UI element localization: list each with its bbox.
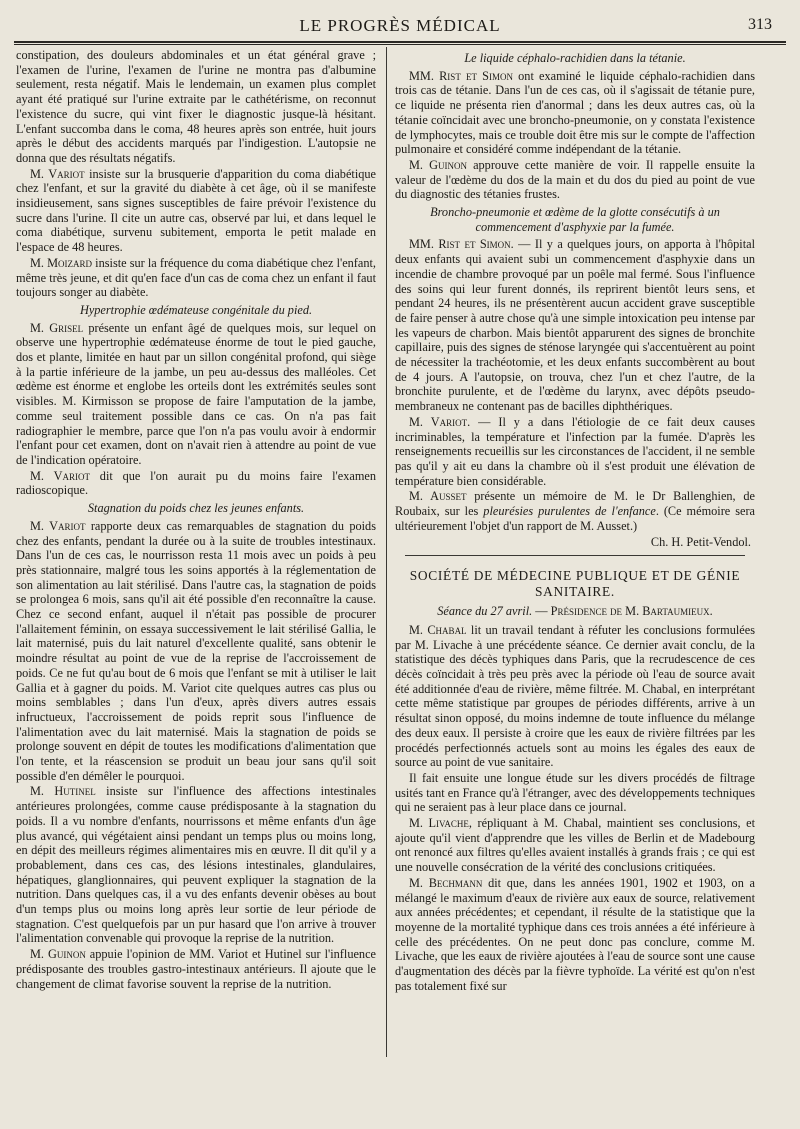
paragraph-text: présente un enfant âgé de quelques mois, sur lequel on observe une hypertrophie œdémateuse énorme de tout le pied gauche, dos et plante, limitée en haut par un sillon congénital profond, qui siège à la partie inférieure de la jambe, un peu au-dessus des malléoles. Cet œdème est énorme et englobe les orteils dont les extrémités seules sont visibles. M. Kirmisson se propose de faire l'amputation de la jambe, comme seul traitement possible dans ce cas. On n'a pas fait radiographier le membre, parce que l'on n'a pas voulu avoir à endormir l'enfant pour cet examen, dont on n'avait rien à attendre au point de vue de l'indication opératoire. <box>16 320 376 467</box>
paragraph <box>16 519 376 784</box>
session-date: Séance du 27 avril. <box>437 604 533 619</box>
paragraph-text: — Il y a dans l'étiologie de ce fait deux causes incriminables, la température et l'infection par la fumée. D'après les renseignements recueillis sur les circonstances de l'accident, il ne semble pas qu'il y ait eu dans la chambre où il s'est produit une élévation de température bien considérable. <box>395 414 756 488</box>
paragraph: Il fait ensuite une longue étude sur les divers procédés de filtrage usités tant en France qu'à l'étranger, avec des développements techniques qui ne seraient pas à leur place dans ce journal. <box>395 770 755 815</box>
right-column <box>395 48 755 994</box>
paragraph <box>16 947 376 991</box>
header-rule <box>14 41 786 45</box>
paragraph-text: présente un mémoire de M. le Dr Ballenghien, de Roubaix, sur les <box>395 489 756 519</box>
speaker-name: M. Chabal <box>409 622 467 637</box>
signature: Ch. H. Petit-Vendol. <box>650 534 751 549</box>
speaker-name: M. Ausset <box>409 489 467 504</box>
paragraph: constipation, des douleurs abdominales et un état général grave ; l'examen de l'urine, l'examen de l'urine ne montra pas d'albumine seulement, resta négatif. Mais le lendemain, un examen plus complet ayant été pratiqué sur l'urine extraite par le cathétérisme, on reconnut l'existence du sucre, qui vint fixer le diagnostic jusque-là hésitant. L'enfant succomba dans le coma, 48 heures après son entrée, huit jours après le début des accidents marqués par l'indigestion. L'autopsie ne donna que des résultats négatifs. <box>16 48 376 165</box>
section-title: SOCIÉTÉ DE MÉDECINE PUBLIQUE ET DE GÉNIE SANITAIRE. <box>409 568 741 600</box>
subsection-heading: Stagnation du poids chez les jeunes enfants. <box>87 501 305 516</box>
page-number: 313 <box>748 16 772 33</box>
paragraph-text: . (Ce mémoire sera ultérieurement l'objet d'un rapport de M. Ausset.) <box>395 504 755 533</box>
subsection-heading: Le liquide céphalo-rachidien dans la tétanie. <box>464 51 686 65</box>
paragraph <box>16 167 376 255</box>
paragraph-text: dit que, dans les années 1901, 1902 et 1903, on a mélangé le maximum d'eaux de rivière aux eaux de source, relativement aux années précédentes; et cependant, il résulte de la statistique que la moyenne de la mortalité typhique dans ces trois années a été inférieure à celle des précédentes. On ne peut donc pas conclure, comme M. Livache, que les eaux de rivière ajoutées à l'eau de source sont une cause d'augmentation des décès par la fièvre typhoïde. La vérité est qu'on n'est pas totalement fixé sur <box>395 875 755 993</box>
speaker-name: M. Guinon <box>409 157 467 172</box>
speaker-name: M. Variot <box>30 468 90 483</box>
speaker-name: M. Bechmann <box>409 875 483 890</box>
paragraph <box>395 415 755 489</box>
speaker-name: MM. Rist et Simon. <box>409 237 514 252</box>
paragraph-text: ont examiné le liquide céphalo-rachidien dans trois cas de tétanie. Dans l'un de ces cas, où il s'agissait de tétanie pure, ce liquide ne présenta rien d'anormal ; dans les deux autres cas, où la tétanie coïncidait avec une broncho-pneumonie, on y constata l'existence de lymphocytes, mais ce trouble doit être mis sur le compte de l'affection pulmonaire et considéré comme indépendant de la tétanie. <box>395 68 755 157</box>
speaker-name: M. Variot <box>30 166 85 181</box>
paragraph <box>395 489 755 533</box>
paragraph-text: — Il y a quelques jours, on apporta à l'hôpital deux enfants qui avaient subi un commencement d'asphyxie dans un incendie de chambre provoqué par un poêle mal fermé. Sous l'influence des soins qui leur furent donnés, ils reprirent bientôt leurs sens, et pendant 24 heures, ils ne présentèrent aucun accident grave susceptible de faire penser à autre chose qu'à une simple intoxication peu intense par les vapeurs de charbon. Mais bientôt apparurent des signes de bronchite capillaire, puis des signes de sténose laryngée qui s'accentuèrent au point de nécessiter la trachéotomie, et les deux enfants succombèrent au bout de 4 jours. A l'autopsie, on trouva, chez l'un et chez l'autre, de la bronchite purulente, et de l'œdème du larynx, avec dépôts pseudo-membraneux ne contenant pas de bacilles diphthériques. <box>395 237 755 414</box>
speaker-name: M. Variot <box>30 518 86 533</box>
paragraph <box>395 623 755 770</box>
speaker-name: M. Variot. <box>409 414 471 429</box>
paragraph-text: approuve cette manière de voir. Il rappelle ensuite la valeur de l'œdème du dos de la main et du dos du pied au point de vue du diagnostic des tétanies frustes. <box>395 157 755 202</box>
speaker-name: M. Hutinel <box>30 784 96 799</box>
section-rule <box>405 555 745 556</box>
page-header <box>14 10 786 40</box>
paragraph-text: insiste sur l'influence des affections intestinales antérieures prolongées, comme cause prédisposante à la stagnation du poids. Il a vu nombre d'enfants, nourrissons et même enfants d'un âge plus avancé, qui végétaient ainsi pendant un temps plus ou moins long, en dépit des meilleurs régimes alimentaires mis en œuvre. Il dit qu'il y a probablement, dans ces cas, des lésions intestinales, glandulaires, hépatiques, glanglionnaires, qui peuvent expliquer la stagnation de la nutrition. Dans quelques cas, il a vu des enfants devenir obèses au bout d'un temps plus ou moins long après leur sortie de leur période de stagnation. C'est quelquefois par un pur hasard que l'on arrive à trouver l'alimentation convenable qui provoque la reprise de la nutrition. <box>16 784 376 946</box>
paragraph <box>16 321 376 468</box>
column-divider <box>386 47 387 1057</box>
paragraph-text: appuie l'opinion de MM. Variot et Hutinel sur l'influence prédisposante des troubles gastro-intestinaux antérieurs. Il ajoute que le changement de climat favorise souvent la reprise de la nutrition. <box>16 947 376 991</box>
paragraph-text: , répliquant à M. Chabal, maintient ses conclusions, et ajoute qu'il vient d'apprendre que les villes de Berlin et de Madebourg ont renoncé aux filtres qu'elles avaient installés à grands frais ; ce qui est une nouvelle consécration de la vérité des conclusions critiquées. <box>395 816 755 875</box>
paragraph <box>395 816 755 875</box>
paragraph <box>395 69 755 157</box>
speaker-name: M. Livache <box>409 816 469 831</box>
italic-text: pleurésies purulentes de l'enfance <box>483 504 656 519</box>
paragraph-text: insiste sur la fréquence du coma diabétique chez l'enfant, même très jeune, et dit qu'en face d'un cas de coma chez un enfant il faut toujours songer au diabète. <box>16 255 377 300</box>
paragraph <box>16 469 376 498</box>
paragraph <box>395 158 755 202</box>
paragraph-text: rapporte deux cas remarquables de stagnation du poids chez des enfants, pendant la durée ou à la suite de troubles intestinaux. Dans l'un de ces cas, le nourrisson resta 11 mois avec un poids à peu près stationnaire, malgré tous les soins apportés à la réglementation de son alimentation au lait stérilisé. Dans l'autre cas, la stagnation de poids se prolongea 6 mois, sans qu'il ait été possible d'en reconnaître la cause. Chez ce second enfant, auquel il n'était pas possible de procurer l'allaitement féminin, on essaya successivement le lait stérilisé Gallia, le lait maternisé, puis du lait naturel d'excellente qualité, sans obtenir le moindre résultat au point de vue de la reprise de l'accroissement de poids. Ce ne fut qu'au bout de 6 mois que l'enfant se mit à utiliser le lait Gallia et à gagner du poids. M. Variot cite quelques autres cas plus ou moins semblables ; dans l'un d'eux, après divers autres essais infructueux, l'accroissement de poids reprit sous l'influence de l'alimentation avec du lait maternisé. Mais la stagnation de poids se prolonge souvent en dépit de toutes les modifications d'alimentation que l'on tente, et la réascension se produit un beau jour sans qu'il soit possible d'en démêler le pourquoi. <box>16 518 376 783</box>
paragraph-text: dit que l'on aurait pu du moins faire l'examen radioscopique. <box>16 468 376 498</box>
paragraph-text: insiste sur la brusquerie d'apparition du coma diabétique chez l'enfant, et sur la gravité du diabète à cet âge, où il se manifeste insidieusement, sans signes susceptibles de faire prévoir l'existence du sucre dans l'urine. Il cite un autre cas, observé par lui, et dans lequel le coma diabétique, survenu subitement, emporta le petit malade en l'espace de 48 heures. <box>16 166 376 255</box>
session-line <box>395 604 755 619</box>
subsection-heading: Broncho-pneumonie et œdème de la glotte consécutifs à un commencement d'asphyxie par la fumée. <box>430 205 720 234</box>
subsection-heading: Hypertrophie œdémateuse congénitale du pied. <box>79 302 313 317</box>
speaker-name: M. Grisel <box>30 320 84 335</box>
speaker-name: MM. Rist et Simon <box>409 68 513 83</box>
paragraph <box>16 256 376 300</box>
journal-title: LE PROGRÈS MÉDICAL <box>299 16 501 35</box>
paragraph <box>395 876 755 994</box>
session-presidency: — Présidence de M. Bartaumieux. <box>532 604 713 619</box>
speaker-name: M. Guinon <box>30 947 86 962</box>
paragraph <box>395 237 755 413</box>
speaker-name: M. Moizard <box>30 255 93 270</box>
paragraph <box>16 784 376 946</box>
paragraph-text: lit un travail tendant à réfuter les conclusions formulées par M. Livache à une précédente séance. Ce dernier avait conclu, de la statistique des décès typhiques dans Paris, que la recrudescence de ces décès coïncidait à très peu près avec la période où l'eau de source avait été additionnée d'eau de rivière, même filtrée. M. Chabal, en interprétant cette même statistique par groupes de périodes différents, arrive à un résultat sinon opposé, du moins indemne de toute influence du mélange des deux eaux. Il persiste à croire que les eaux de rivière filtrées par les procédés perfectionnés actuels sont au moins les égales des eaux de source au point de vue sanitaire. <box>395 622 755 770</box>
left-column <box>16 48 376 992</box>
